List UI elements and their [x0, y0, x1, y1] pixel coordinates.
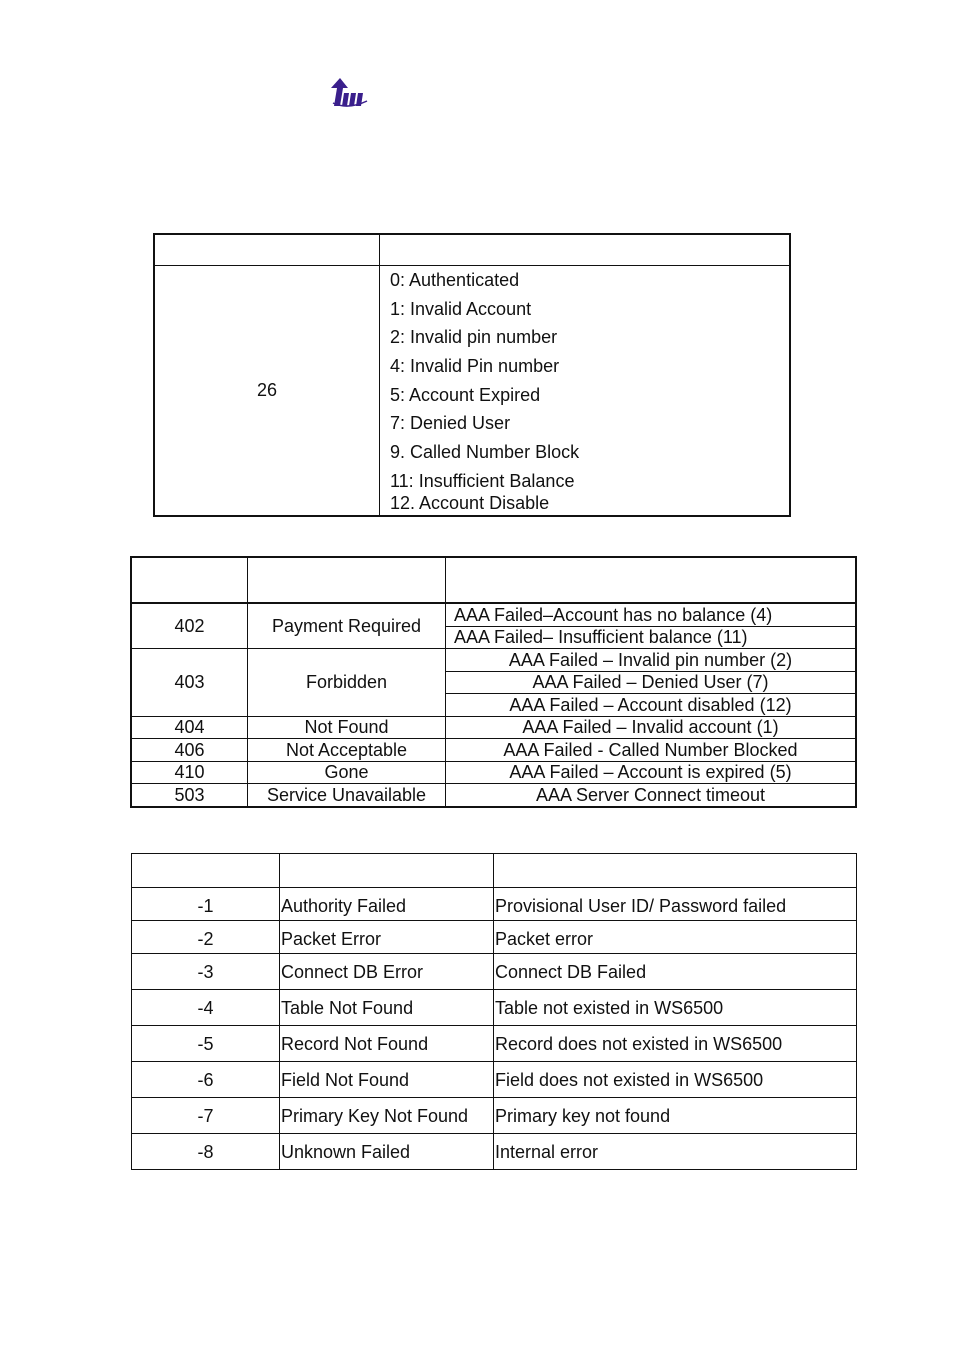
- list-item: 5: Account Expired: [390, 384, 541, 405]
- response-name: Payment Required: [248, 603, 446, 649]
- response-code: 403: [131, 649, 248, 717]
- error-code: -5: [132, 1026, 280, 1062]
- table-row: [154, 266, 790, 516]
- table-row: [132, 1062, 857, 1098]
- response-code: 410: [131, 761, 248, 784]
- sip-response-table: [130, 556, 857, 808]
- response-code: 503: [131, 784, 248, 807]
- list-item: 2: Invalid pin number: [390, 327, 558, 348]
- table-row: [132, 888, 857, 921]
- list-item: 9. Called Number Block: [390, 442, 580, 463]
- error-name: Connect DB Error: [280, 954, 494, 990]
- response-name: Gone: [248, 761, 446, 784]
- response-detail: AAA Failed - Called Number Blocked: [446, 739, 857, 762]
- table-row: [132, 990, 857, 1026]
- company-logo: [330, 76, 368, 110]
- header-cell: [446, 557, 857, 603]
- response-code: 404: [131, 716, 248, 739]
- table-header-row: [131, 557, 856, 603]
- error-description: Provisional User ID/ Password failed: [494, 888, 857, 921]
- list-item: 4: Invalid Pin number: [390, 356, 560, 377]
- table-row: [132, 921, 857, 954]
- response-name: Not Acceptable: [248, 739, 446, 762]
- response-code: 406: [131, 739, 248, 762]
- error-name: Primary Key Not Found: [280, 1098, 494, 1134]
- response-name: Not Found: [248, 716, 446, 739]
- error-code: -7: [132, 1098, 280, 1134]
- response-detail: AAA Server Connect timeout: [446, 784, 857, 807]
- error-description: Table not existed in WS6500: [494, 990, 857, 1026]
- attribute-code: 26: [154, 266, 380, 516]
- table-header-row: [132, 854, 857, 888]
- list-item: 1: Invalid Account: [390, 298, 532, 319]
- response-detail: AAA Failed– Insufficient balance (11): [446, 626, 857, 649]
- table-header-row: [154, 234, 790, 266]
- table-row: [131, 761, 856, 784]
- header-cell: [380, 234, 791, 266]
- error-name: Table Not Found: [280, 990, 494, 1026]
- error-code: -8: [132, 1134, 280, 1170]
- error-description: Primary key not found: [494, 1098, 857, 1134]
- table-row: [132, 1098, 857, 1134]
- list-item: 11: Insufficient Balance: [390, 470, 575, 491]
- response-name: Forbidden: [248, 649, 446, 717]
- error-code: -3: [132, 954, 280, 990]
- error-name: Packet Error: [280, 921, 494, 954]
- response-detail: AAA Failed – Denied User (7): [446, 671, 857, 694]
- response-detail: AAA Failed – Invalid account (1): [446, 716, 857, 739]
- header-cell: [280, 854, 494, 888]
- response-detail: AAA Failed – Account is expired (5): [446, 761, 857, 784]
- error-name: Field Not Found: [280, 1062, 494, 1098]
- response-detail: AAA Failed–Account has no balance (4): [446, 603, 857, 626]
- error-name: Unknown Failed: [280, 1134, 494, 1170]
- error-description: Connect DB Failed: [494, 954, 857, 990]
- error-code: -6: [132, 1062, 280, 1098]
- error-name: Authority Failed: [280, 888, 494, 921]
- response-name: Service Unavailable: [248, 784, 446, 807]
- error-description: Internal error: [494, 1134, 857, 1170]
- header-cell: [494, 854, 857, 888]
- error-code: -1: [132, 888, 280, 921]
- error-code-table: [131, 853, 857, 1170]
- error-description: Packet error: [494, 921, 857, 954]
- response-detail: AAA Failed – Invalid pin number (2): [446, 649, 857, 672]
- result-values: [380, 266, 791, 516]
- table-row: [131, 649, 856, 672]
- table-row: [132, 1134, 857, 1170]
- table-row: [132, 954, 857, 990]
- arrow-logo-icon: [330, 76, 368, 110]
- response-code: 402: [131, 603, 248, 649]
- error-code: -2: [132, 921, 280, 954]
- table-row: [131, 784, 856, 807]
- header-cell: [132, 854, 280, 888]
- header-cell: [248, 557, 446, 603]
- list-item: 0: Authenticated: [390, 270, 520, 290]
- table-row: [131, 739, 856, 762]
- header-cell: [131, 557, 248, 603]
- error-description: Record does not existed in WS6500: [494, 1026, 857, 1062]
- table-row: [131, 603, 856, 626]
- list-item: 7: Denied User: [390, 413, 511, 434]
- error-description: Field does not existed in WS6500: [494, 1062, 857, 1098]
- table-row: [131, 716, 856, 739]
- table-row: [132, 1026, 857, 1062]
- error-code: -4: [132, 990, 280, 1026]
- header-cell: [154, 234, 380, 266]
- error-name: Record Not Found: [280, 1026, 494, 1062]
- response-detail: AAA Failed – Account disabled (12): [446, 694, 857, 717]
- list-item: 12. Account Disable: [390, 492, 550, 513]
- result-code-table: [153, 233, 791, 517]
